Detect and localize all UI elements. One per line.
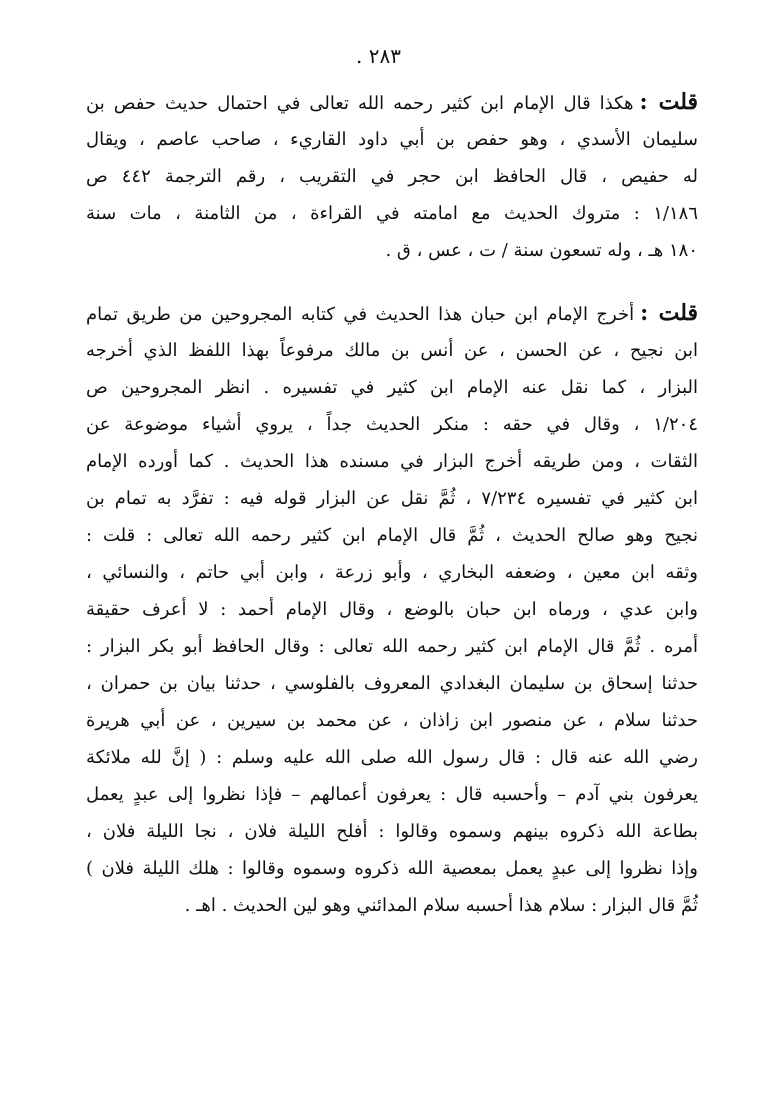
text-line: بطاعة الله ذكروه بينهم وسموه وقالوا : أفلح الليلة فلان ، نجا الليلة فلان ، (86, 821, 698, 842)
lead-word: قلت : (640, 300, 698, 326)
text-line: ١٨٠ هـ ، وله تسعون سنة / ت ، عس ، ق . (385, 240, 698, 261)
text-line: ابن نجيح ، عن الحسن ، عن أنس بن مالك مرفوعاً بهذا اللفظ الذي أخرجه (86, 340, 698, 361)
lead-word: قلت : (639, 89, 698, 115)
text-line: ثُمَّ قال البزار : سلام هذا أحسبه سلام المدائني وهو لين الحديث . اهـ . (184, 895, 698, 916)
text-line: البزار ، كما نقل عنه الإمام ابن كثير في تفسيره . انظر المجروحين ص (86, 377, 698, 398)
text-line: حدثنا سلام ، عن منصور ابن زاذان ، عن محمد بن سيرين ، عن أبي هريرة (86, 710, 698, 731)
text-line: أمره . ثُمَّ قال الإمام ابن كثير رحمه الله تعالى : وقال الحافظ أبو بكر البزار : (86, 636, 698, 657)
text-line: رضي الله عنه قال : قال رسول الله صلى الله عليه وسلم : ( إنَّ لله ملائكة (86, 747, 698, 768)
text-line: ١/٢٠٤ ، وقال في حقه : منكر الحديث جداً ، يروي أشياء موضوعة عن (86, 414, 698, 435)
text-line: وابن عدي ، ورماه ابن حبان بالوضع ، وقال الإمام أحمد : لا أعرف حقيقة (86, 599, 698, 620)
text-line: نجيح وهو صالح الحديث ، ثُمَّ قال الإمام ابن كثير رحمه الله تعالى : قلت : (86, 525, 698, 546)
text-line: ابن كثير في تفسيره ٧/٢٣٤ ، ثُمَّ نقل عن البزار قوله فيه : تفرَّد به تمام بن (86, 488, 698, 509)
text-line: يعرفون بني آدم – وأحسبه قال : يعرفون أعمالهم – فإذا نظروا إلى عبدٍ يعمل (86, 784, 698, 805)
line-text: أخرج الإمام ابن حبان هذا الحديث في كتابه المجروحين من طريق تمام (86, 304, 635, 325)
page-number: ٢٨٣ . (356, 44, 401, 68)
text-line: الثقات ، ومن طريقه أخرج البزار في مسنده هذا الحديث . كما أورده الإمام (86, 451, 698, 472)
text-line: سليمان الأسدي ، وهو حفص بن أبي داود القاريء ، صاحب عاصم ، ويقال (86, 129, 698, 150)
text-line: ١/١٨٦ : متروك الحديث مع امامته في القراءة ، من الثامنة ، مات سنة (86, 203, 698, 224)
text-line: وثقه ابن معين ، وضعفه البخاري ، وأبو زرعة ، وابن أبي حاتم ، والنسائي ، (86, 562, 698, 583)
text-line: وإذا نظروا إلى عبدٍ يعمل بمعصية الله ذكروه وسموه وقالوا : هلك الليلة فلان ) (86, 858, 698, 879)
text-line (86, 295, 698, 332)
paragraph-1 (86, 84, 698, 269)
text-line: له حفيص ، قال الحافظ ابن حجر في التقريب ، رقم الترجمة ٤٤٢ ص (86, 166, 698, 187)
text-line (86, 84, 698, 121)
paragraph-2 (86, 295, 698, 924)
line-text: هكذا قال الإمام ابن كثير رحمه الله تعالى في احتمال حديث حفص بن (86, 93, 634, 114)
text-line: حدثنا إسحاق بن سليمان البغدادي المعروف بالفلوسي ، حدثنا بيان بن حمران ، (86, 673, 698, 694)
